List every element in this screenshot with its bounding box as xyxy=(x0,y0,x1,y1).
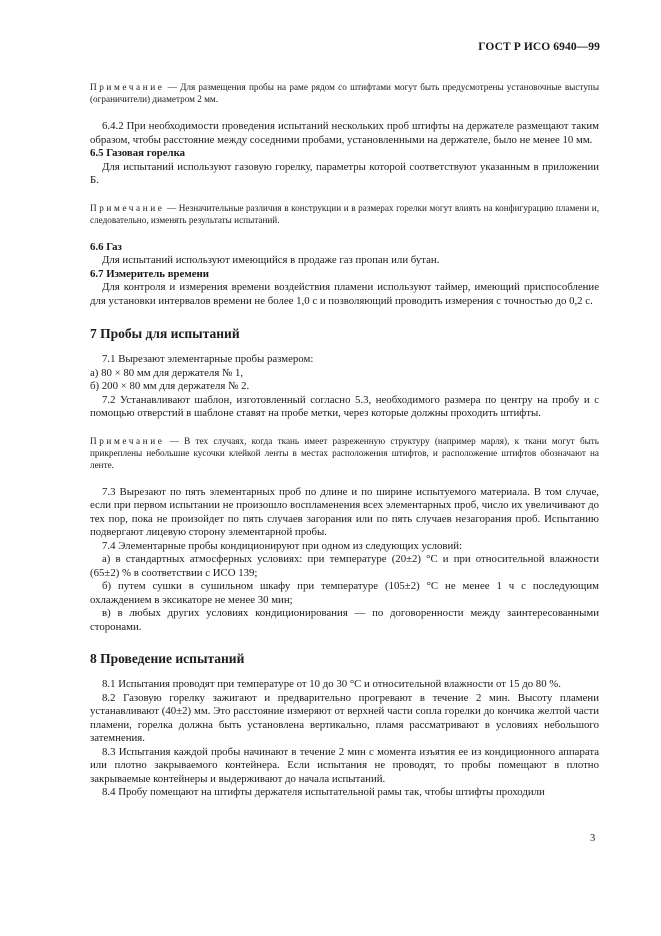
document-id: ГОСТ Р ИСО 6940—99 xyxy=(478,41,600,53)
heading-6-6: 6.6 Газ xyxy=(90,240,122,253)
list-item-7-4-a: а) в стандартных атмосферных условиях: при температуре (20±2) °С и при относительной влажности (65±2) % в соответствии с ИСО 139; xyxy=(90,553,599,579)
paragraph-8-1: 8.1 Испытания проводят при температуре от 10 до 30 °С и относительной влажности от 15 до 80 %. xyxy=(102,678,561,690)
paragraph-8-3: 8.3 Испытания каждой пробы начинают в течение 2 мин с момента изъятия ее из кондиционного аппарата или плотно закрываемого контейнера. Если испытания не проводят, то пробы помещают в плотно закрываемые контейнеры и выдерживают до начала испытаний. xyxy=(90,745,599,785)
page-content xyxy=(90,80,599,800)
note-6-5 xyxy=(90,202,599,226)
paragraph-7-1: 7.1 Вырезают элементарные пробы размером: xyxy=(102,353,314,365)
note-6-4 xyxy=(90,81,599,105)
paragraph-6-5: Для испытаний используют газовую горелку, параметры которой соответствуют указанным в приложении Б. xyxy=(90,160,599,186)
paragraph-8-4: 8.4 Пробу помещают на штифты держателя испытательной рамы так, чтобы штифты проходили xyxy=(102,786,545,798)
list-item-7-1-b: б) 200 × 80 мм для держателя № 2. xyxy=(90,380,250,392)
note-text: — В тех случаях, когда ткань имеет разреженную структуру (например марля), к ткани могут быть прикреплены небольшие кусочки клейкой ленты в местах расположения штифтов, и расположение штифтов обозначают на ленте. xyxy=(90,435,599,470)
section-8-title: 8 Проведение испытаний xyxy=(90,651,245,666)
list-item-7-4-b: б) путем сушки в сушильном шкафу при температуре (105±2) °С не менее 1 ч с последующим охлаждением в эксикаторе не менее 30 мин; xyxy=(90,580,599,606)
heading-6-5: 6.5 Газовая горелка xyxy=(90,147,186,159)
paragraph-6-6: Для испытаний используют имеющийся в продаже газ пропан или бутан. xyxy=(102,254,440,266)
paragraph-6-4-2: 6.4.2 При необходимости проведения испытаний нескольких проб штифты на держателе размещают таким образом, чтобы расстояние между соседними пробами, установленными на держателе, было не менее 10 мм. xyxy=(90,120,599,146)
note-text: — Незначительные различия в конструкции и в размерах горелки могут влиять на конфигурацию пламени и, следовательно, изменять результаты испытаний. xyxy=(90,202,599,225)
paragraph-7-2: 7.2 Устанавливают шаблон, изготовленный согласно 5.3, необходимого размера по центру на пробу и с помощью отверстий в шаблоне ставят на пробе метки, через которые должны проходить штифты. xyxy=(90,393,599,419)
heading-6-7: 6.7 Измеритель времени xyxy=(90,267,209,280)
note-label: Примечание xyxy=(90,82,165,92)
page-number: 3 xyxy=(590,833,596,844)
paragraph-8-2: 8.2 Газовую горелку зажигают и предварительно прогревают в течение 2 мин. Высоту пламени устанавливают (40±2) мм. Это расстояние измеряют от верхней части сопла горелки до кончика желтой части пламени, горелка должна быть установлена вертикально, пламя рассматривают в условиях небольшого затемнения. xyxy=(90,691,599,744)
paragraph-7-4: 7.4 Элементарные пробы кондиционируют при одном из следующих условий: xyxy=(102,539,463,552)
note-7-2 xyxy=(90,435,599,471)
list-item-7-1-a: а) 80 × 80 мм для держателя № 1, xyxy=(90,366,244,379)
paragraph-7-3: 7.3 Вырезают по пять элементарных проб по длине и по ширине испытуемого материала. В том случае, если при первом испытании не произошло воспламенения всех элементарных проб, число их увеличивают до тех пор, пока не произойдет по пять случаев загорания или по пять случаев незагорания проб. Испытанию подвергают лицевую сторону элементарной пробы. xyxy=(90,485,599,538)
note-label: Примечание xyxy=(90,435,165,446)
section-7-title: 7 Пробы для испытаний xyxy=(90,326,240,341)
list-item-7-4-c: в) в любых других условиях кондиционирования — по договоренности между заинтересованными сторонами. xyxy=(90,607,599,633)
note-label: Примечание xyxy=(90,202,165,213)
paragraph-6-7: Для контроля и измерения времени воздействия пламени используют таймер, имеющий приспособление для установки интервалов времени не более 1,0 с и позволяющий проводить измерения с точностью до 0,2 с. xyxy=(90,281,599,307)
note-text: — Для размещения пробы на раме рядом со штифтами могут быть предусмотрены установочные выступы (ограничители) диаметром 2 мм. xyxy=(90,82,599,104)
